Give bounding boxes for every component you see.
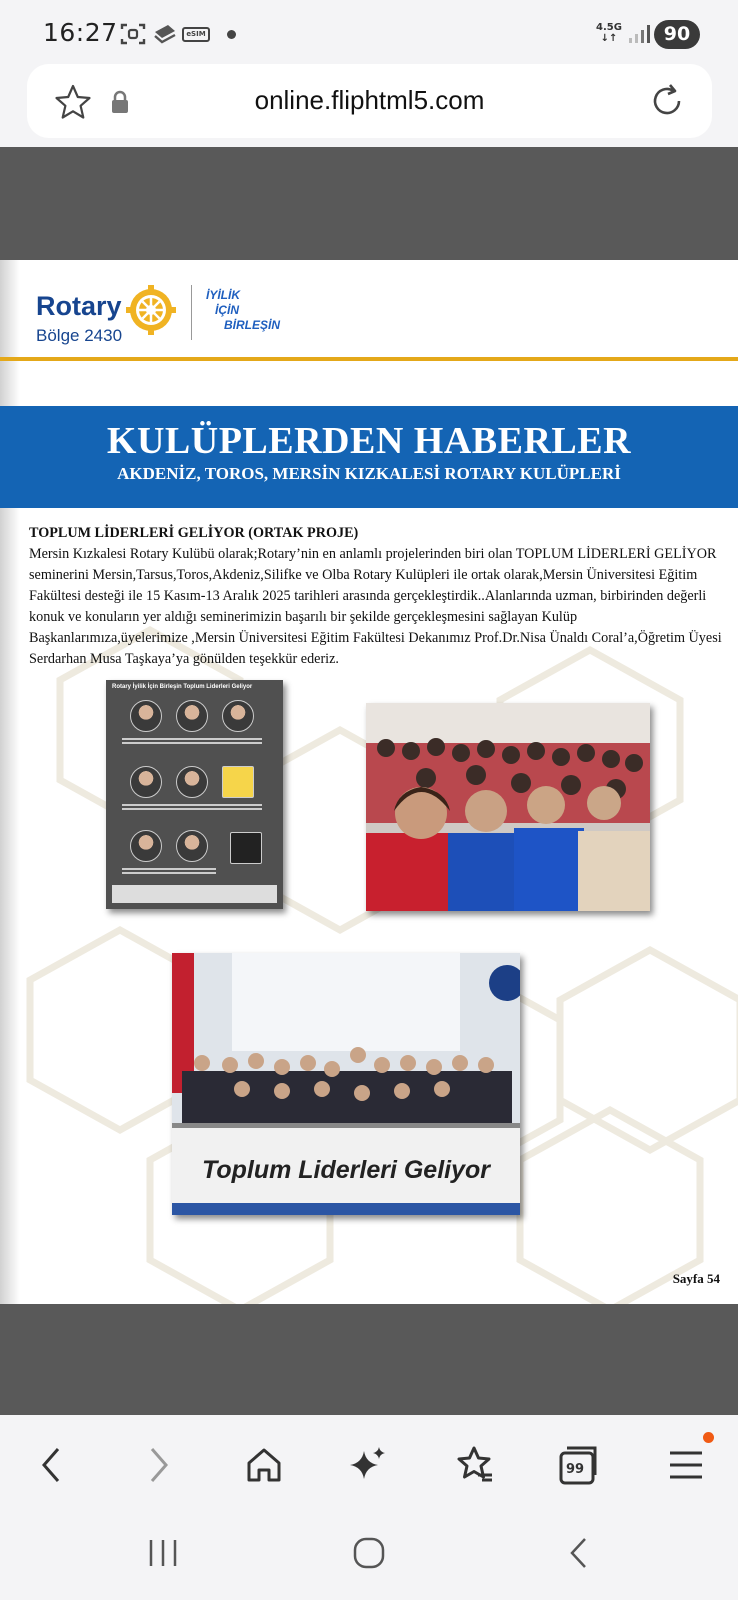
- address-bar[interactable]: [27, 64, 712, 138]
- screenshot-icon: [120, 22, 146, 46]
- browser-toolbar: [0, 1415, 738, 1510]
- dot-icon: [227, 30, 236, 39]
- poster-logo: [230, 832, 262, 864]
- banner-title: KULÜPLERDEN HABERLER: [106, 420, 632, 462]
- page-number: Sayfa 54: [672, 1271, 720, 1286]
- network-type: 4.5G ↓↑: [596, 22, 622, 44]
- ai-sparkle-icon[interactable]: [346, 1443, 390, 1487]
- group-photo: [172, 953, 520, 1215]
- wallet-icon: [152, 22, 178, 46]
- district-label: Bölge 2430: [36, 326, 123, 345]
- speaker-photo: [130, 766, 162, 798]
- menu-icon[interactable]: [664, 1443, 708, 1487]
- slogan: İYİLİK İÇİN BİRLEŞİN: [206, 288, 281, 332]
- speaker-photo: [176, 766, 208, 798]
- speaker-photo: [176, 830, 208, 862]
- speaker-photo: [222, 700, 254, 732]
- rotary-logo-text: Rotary: [36, 291, 122, 321]
- url-text[interactable]: online.fliphtml5.com: [254, 85, 485, 115]
- recents-icon[interactable]: [146, 1536, 180, 1570]
- banner-caption: Toplum Liderleri Geliyor: [201, 1156, 490, 1184]
- signal-icon: [628, 24, 650, 44]
- article: [29, 523, 729, 670]
- bookmarks-icon[interactable]: [452, 1443, 496, 1487]
- home-circle-icon[interactable]: [352, 1536, 386, 1570]
- article-body: Mersin Kızkalesi Rotary Kulübü olarak;Rotary’nin en anlamlı projelerinden biri olan TOPLUM LİDERLERİ GELİYOR seminerini Mersin,Tarsus,Toros,Akdeniz,Silifke ve Olba Rotary Kulüpleri ile ortak olarak,Mersin Üniversitesi Eğitim Fakültesi desteği ile 15 Kasım-13 Aralık 2025 tarihleri arasında gerçekleştirdik..Alanlarında uzman, birbirinden değerli konuk ve konuların yer aldığı seminerimizin başarılı bir şekilde gerçekleşmesini sağlayan Kulüp Başkanlarımıza,üyelerimize ,Mersin Üniversitesi Eğitim Fakültesi Dekanımız Prof.Dr.Nisa Ünaldı Coral’a,Öğretim Üyesi Serdarhan Musa Taşkaya’ya gönülden teşekkür ederiz.: [29, 546, 722, 667]
- poster-header: Rotary İyilik İçin Birleşin Toplum Liderleri Geliyor: [112, 684, 253, 690]
- forward-icon[interactable]: [136, 1443, 180, 1487]
- home-icon[interactable]: [242, 1443, 286, 1487]
- system-back-icon[interactable]: [562, 1536, 596, 1570]
- speaker-photo: [222, 766, 254, 798]
- magazine-page[interactable]: [0, 260, 738, 1304]
- battery-indicator: 90: [654, 20, 700, 49]
- esim-icon: eSIM: [182, 27, 210, 42]
- speaker-photo: [130, 830, 162, 862]
- poster-footer: [112, 885, 277, 903]
- rotary-wheel-icon: [125, 284, 177, 336]
- speaker-photo: [176, 700, 208, 732]
- system-navigation: [0, 1510, 738, 1600]
- speaker-photo: [130, 700, 162, 732]
- article-headline: TOPLUM LİDERLERİ GELİYOR (ORTAK PROJE): [29, 525, 359, 541]
- gold-divider: [0, 357, 738, 361]
- audience-photo: [366, 703, 650, 911]
- banner-subtitle: AKDENİZ, TOROS, MERSİN KIZKALESİ ROTARY KULÜPLERİ: [117, 464, 621, 483]
- status-bar: [0, 0, 738, 62]
- tabs-count: 99: [566, 1462, 585, 1477]
- reload-icon[interactable]: [648, 82, 686, 120]
- logo-divider: [191, 285, 192, 340]
- event-poster-image: [106, 680, 283, 909]
- section-banner: [0, 406, 738, 508]
- status-time: 16:27: [43, 18, 118, 47]
- back-icon[interactable]: [30, 1443, 74, 1487]
- menu-notification-dot: [703, 1432, 714, 1443]
- flipbook-viewer[interactable]: [0, 147, 738, 1415]
